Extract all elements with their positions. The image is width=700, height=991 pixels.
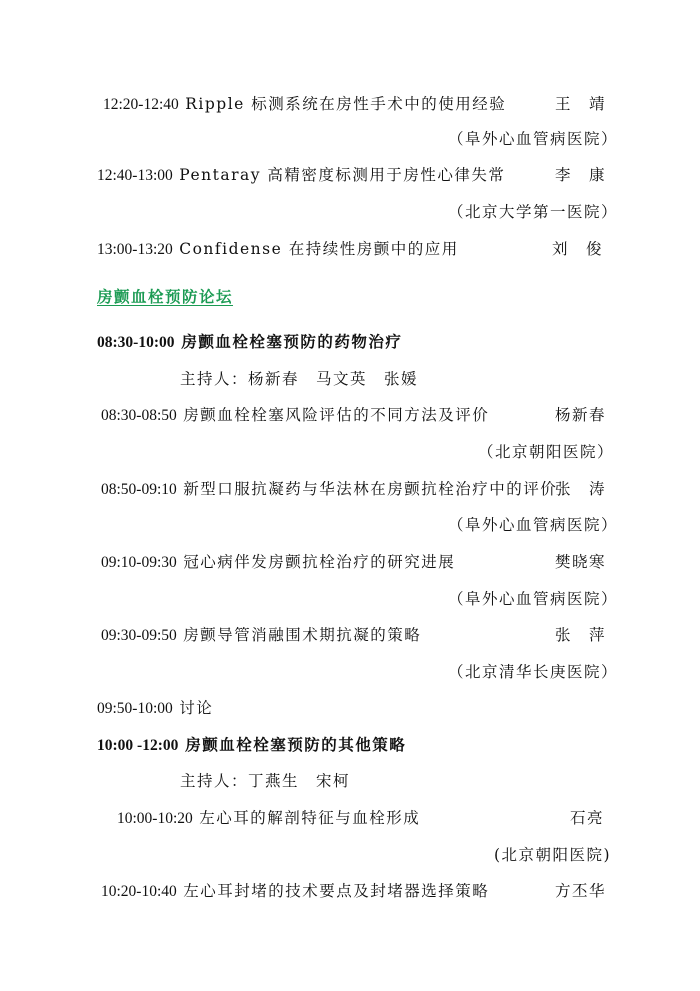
- session-header: [97, 735, 406, 756]
- session-time: 08:30-10:00: [97, 334, 175, 351]
- session-title: 房颤血栓栓塞预防的药物治疗: [181, 332, 403, 351]
- session-time: 10:00 -12:00: [97, 737, 179, 754]
- talk-affiliation: （阜外心血管病医院）: [448, 516, 619, 534]
- talk-speaker: 樊晓寒: [555, 553, 607, 571]
- talk-title: 左心耳的解剖特征与血栓形成: [199, 809, 421, 827]
- talk-time: 10:00-10:20: [117, 810, 193, 827]
- talk-time: 08:50-09:10: [101, 481, 177, 498]
- discussion-line: [97, 698, 213, 719]
- agenda-line: [117, 808, 420, 829]
- talk-title: 新型口服抗凝药与华法林在房颤抗栓治疗中的评价: [183, 480, 558, 498]
- agenda-line: [97, 165, 505, 186]
- session-hosts: 主持人：丁燕生 宋柯: [180, 772, 351, 790]
- discussion-time: 09:50-10:00: [97, 700, 173, 717]
- agenda-line: [101, 552, 455, 573]
- talk-title: Ripple 标测系统在房性手术中的使用经验: [185, 95, 507, 113]
- talk-affiliation: （北京清华长庚医院）: [448, 663, 619, 681]
- talk-speaker: 王 靖: [555, 95, 607, 113]
- talk-time: 13:00-13:20: [97, 241, 173, 258]
- session-header: [97, 332, 402, 353]
- talk-affiliation: （北京大学第一医院）: [448, 203, 619, 221]
- talk-speaker: 方丕华: [555, 882, 607, 900]
- talk-speaker: 刘 俊: [552, 240, 604, 258]
- talk-title: 冠心病伴发房颤抗栓治疗的研究进展: [183, 553, 456, 571]
- talk-time: 09:30-09:50: [101, 627, 177, 644]
- talk-affiliation: （阜外心血管病医院）: [448, 130, 619, 148]
- agenda-line: [97, 239, 459, 260]
- agenda-line: [101, 881, 489, 902]
- agenda-line: [101, 479, 557, 500]
- session-title: 房颤血栓栓塞预防的其他策略: [185, 735, 407, 754]
- talk-affiliation: （阜外心血管病医院）: [448, 590, 619, 608]
- talk-speaker: 李 康: [555, 166, 607, 184]
- session-hosts: 主持人：杨新春 马文英 张媛: [180, 370, 419, 388]
- agenda-line: [103, 94, 506, 115]
- talk-title: 房颤血栓栓塞风险评估的不同方法及评价: [183, 406, 490, 424]
- talk-time: 12:40-13:00: [97, 167, 173, 184]
- discussion-title: 讨论: [179, 699, 214, 717]
- talk-title: 房颤导管消融围术期抗凝的策略: [183, 626, 422, 644]
- talk-time: 10:20-10:40: [101, 883, 177, 900]
- talk-affiliation: （北京朝阳医院）: [478, 443, 615, 461]
- talk-title: 左心耳封堵的技术要点及封堵器选择策略: [183, 882, 490, 900]
- talk-speaker: 杨新春: [555, 406, 607, 424]
- talk-affiliation: (北京朝阳医院): [494, 846, 612, 864]
- talk-speaker: 张 萍: [555, 626, 607, 644]
- talk-time: 08:30-08:50: [101, 407, 177, 424]
- forum-title: 房颤血栓预防论坛: [97, 287, 234, 306]
- talk-title: Pentaray 高精密度标测用于房性心律失常: [179, 166, 506, 184]
- talk-time: 12:20-12:40: [103, 96, 179, 113]
- talk-time: 09:10-09:30: [101, 554, 177, 571]
- talk-title: Confidense 在持续性房颤中的应用: [179, 240, 459, 258]
- agenda-line: [101, 405, 489, 426]
- agenda-line: [101, 625, 421, 646]
- talk-speaker: 石亮: [570, 809, 605, 827]
- talk-speaker: 张 涛: [555, 480, 607, 498]
